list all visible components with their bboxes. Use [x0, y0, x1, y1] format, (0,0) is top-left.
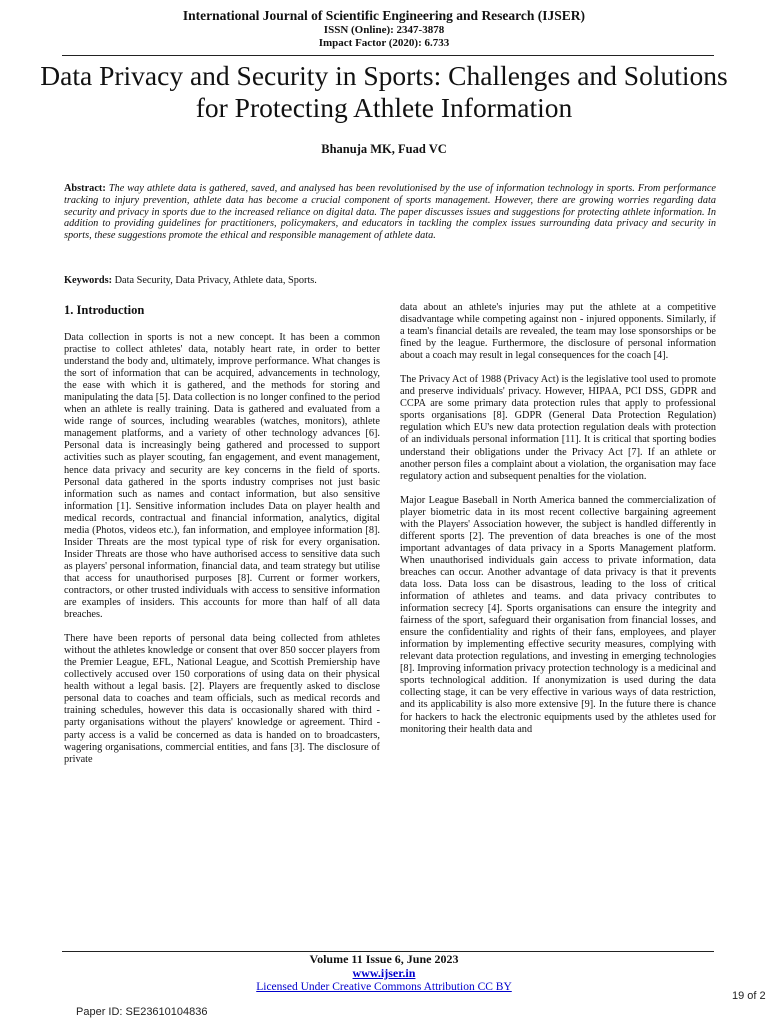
journal-website-link[interactable]: www.ijser.in — [352, 966, 416, 980]
paragraph: Data collection in sports is not a new concept. It has been a common practise to collect athletes' data, notably heart rate, in order to better understand the body and, ultimately, improve performance. What changes is the sort of information that can be acquired, advancements in technology, the ease with which it is gathered, and the methods for storing and manipulating the data [5]. Data collection is no longer confined to the period when an athlete is really training. Data is gathered and evaluated from a wide range of sources, including wearables (watches, monitors), athlete management platforms, and a variety of other technology advances [6]. Personal data is increasingly being gathered and processed to support activities such as player scouting, fan engagement, and event management, hence data privacy and security are key concerns in the field of sports. Personal data gathered in the sports industry comprises not just basic information such as names and contact information, but also sensitive information [1]. Sensitive information includes Data on player health and medical records, contractual and financial information, analytics, digital media (Photos, videos etc.), fan information, and employee information [8]. Insider Threats are the most typical type of risk for every organisation. Insider Threats are those who have authorised access to sensitive data such as players' personal information, financial data, and team strategy but utilise that access for unauthorised purposes [8]. Current or former workers, contractors, or other trusted individuals with access to sensitive information are examples of insiders. This accounts for more than half of all data breaches. — [64, 332, 380, 621]
journal-footer — [0, 952, 768, 994]
authors: Bhanuja MK, Fuad VC — [321, 142, 447, 156]
abstract-text: The way athlete data is gathered, saved, and analysed has been revolutionised by the use of information technology in sports. From performance tracking to injury prevention, athlete data has become a crucial component of sports management. However, there are growing worries regarding data security and privacy in sports due to the increased reliance on digital data. The paper discusses issues and suggestions for protecting athlete information. In addition to providing guidelines for practitioners, policymakers, and educators in tackling the complex issues surrounding data privacy and security in sports, these suggestions promote the ethical and responsible management of athlete data. — [64, 183, 716, 242]
right-column — [400, 302, 716, 748]
abstract — [64, 183, 716, 242]
volume-issue: Volume 11 Issue 6, June 2023 — [309, 952, 459, 966]
page-number: 19 of 2 — [732, 990, 766, 1002]
paragraph: data about an athlete's injuries may put the athlete at a competitive disadvantage while competing against non - injured opponents. Similarly, if a team's financial details are revealed, the team may lose sponsorships or be fined by the league. Furthermore, the disclosure of personal information about a coach may result in legal consequences for the coach [4]. — [400, 302, 716, 362]
impact-factor: Impact Factor (2020): 6.733 — [318, 37, 450, 49]
keywords-label: Keywords: — [64, 275, 113, 286]
left-column — [64, 302, 380, 778]
abstract-label: Abstract: — [64, 183, 106, 194]
keywords — [64, 275, 716, 287]
license-link[interactable]: Licensed Under Creative Commons Attribution CC BY — [256, 981, 512, 993]
section-heading-introduction: 1. Introduction — [64, 303, 145, 317]
paragraph: There have been reports of personal data being collected from athletes without the athletes knowledge or consent that over 850 soccer players from the Premier League, EFL, National League, and Scottish Premiership have collectively accused over 150 corporations of using data on their physical health without a legal basis. [2]. Players are frequently asked to disclose personal data to coaches and team officials, such as medical records and training schedules, however this data is occasionally shared with third - party organisations without the players' knowledge or agreement. Third - party access is a valid be concerned as data is handed on to broadcasters, wagering organisations, commercial entities, and fans [3]. The disclosure of private — [64, 633, 380, 765]
paper-id: Paper ID: SE23610104836 — [76, 1006, 208, 1018]
paper-title: Data Privacy and Security in Sports: Challenges and Solutions for Protecting Athlete Information — [40, 60, 728, 123]
journal-header — [0, 8, 768, 50]
issn: ISSN (Online): 2347-3878 — [323, 24, 445, 36]
paragraph: Major League Baseball in North America banned the commercialization of player biometric data in its most recent collective bargaining agreement with the Players' Association however, the subject is handled differently in different sports [2]. The prevention of data breaches is one of the most important advantages of data privacy in a Sports Management platform. When unauthorised individuals gain access to private information, data breaches can occur. Another advantage of data privacy is that it prevents data loss. Data loss can be disastrous, leading to the loss of critical information of athletes and teams. and data privacy contributes to information secrecy [4]. Sports organisations can ensure the integrity and fairness of the sport, safeguard their organisation from financial losses, and ensure the confidentiality and rights of their fans, employees, and player information by implementing effective security measures, complying with relevant data protection regulations, and investing in emerging technologies [8]. Improving information privacy protection technology is a medicinal and sports technological addition. If anonymization is used during the data collecting stage, it can be very effective in various ways of data restriction, and its applicability is also more extensive [9]. In the future there is chance for hackers to hack the electronic equipments used by the athletes used for monitoring their health data and — [400, 494, 716, 735]
journal-name: International Journal of Scientific Engineering and Research (IJSER) — [182, 8, 586, 23]
paragraph: The Privacy Act of 1988 (Privacy Act) is the legislative tool used to promote and preserve individuals' privacy. However, HIPAA, PCI DSS, GDPR and CCPA are some primary data protection rules that apply to professional sports organisations [8]. GDPR (General Data Protection Regulation) regulation which EU's new data protection regulation deals with protection of an individuals personal information [11]. It is critical that sporting bodies understand their obligations under the Privacy Act [7]. If an athlete or another person files a complaint about a violation, the organisation may face regulatory action and subsequent penalties for the violation. — [400, 374, 716, 482]
header-divider — [62, 55, 714, 56]
keywords-text: Data Security, Data Privacy, Athlete data, Sports. — [114, 275, 317, 286]
